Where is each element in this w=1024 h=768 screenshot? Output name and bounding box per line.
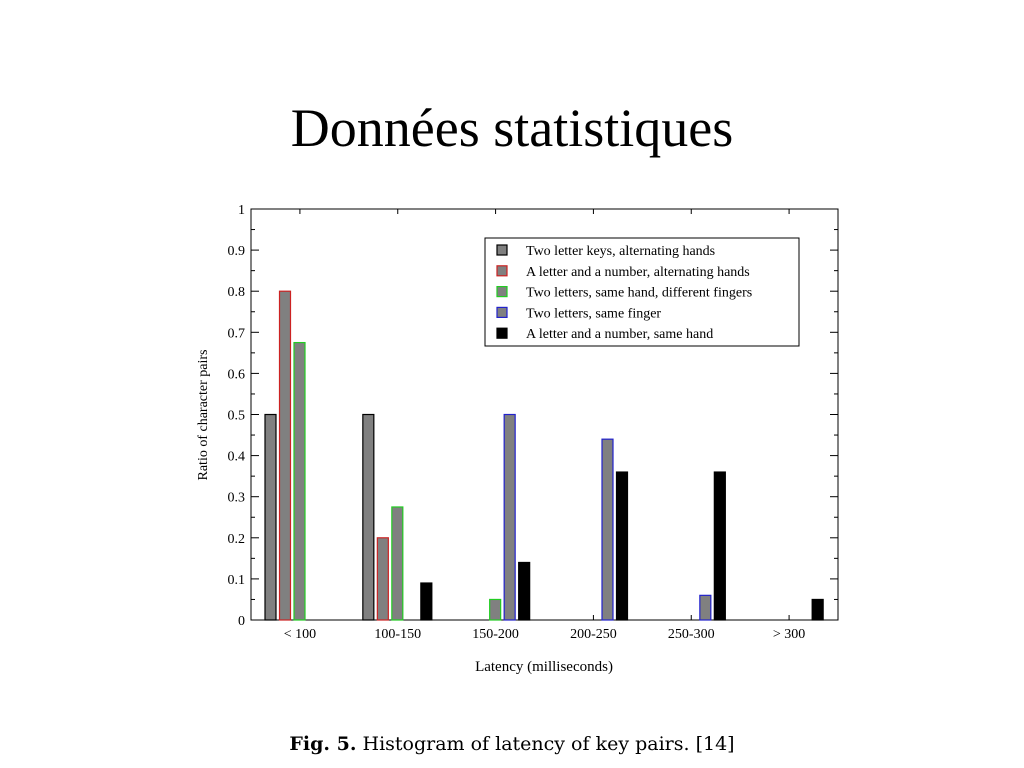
bar — [714, 472, 725, 620]
legend-entry: Two letters, same finger — [526, 306, 662, 322]
x-tick-label: 200-250 — [570, 627, 617, 642]
figure-caption — [0, 733, 1024, 755]
x-axis-label: Latency (milliseconds) — [475, 659, 613, 675]
legend-swatch — [497, 307, 507, 317]
y-tick-label: 0.3 — [227, 490, 245, 506]
y-tick-label: 0.1 — [227, 572, 245, 588]
legend-swatch — [497, 287, 507, 297]
y-tick-label: 0 — [238, 614, 245, 629]
legend-swatch — [497, 245, 507, 255]
bar — [392, 507, 403, 620]
bar — [617, 472, 628, 620]
y-tick-label: 0.8 — [227, 285, 245, 301]
legend-entry: A letter and a number, same hand — [526, 327, 714, 343]
x-tick-label: 100-150 — [374, 627, 422, 642]
y-tick-label: 0.5 — [227, 408, 245, 424]
x-tick-label: > 300 — [772, 627, 806, 642]
legend-entry: Two letter keys, alternating hands — [526, 244, 716, 259]
figure-caption-text: Histogram of latency of key pairs. [14] — [362, 733, 735, 755]
y-axis-label: Ratio of character pairs — [196, 349, 211, 481]
bar — [490, 599, 501, 620]
y-tick-label: 0.6 — [227, 367, 245, 383]
bar — [421, 583, 432, 620]
legend-entry: A letter and a number, alternating hands — [526, 264, 750, 280]
bar — [812, 599, 823, 620]
figure-label: Fig. 5. — [289, 733, 357, 755]
legend-swatch — [497, 328, 507, 338]
x-tick-label: < 100 — [283, 627, 317, 642]
bar — [504, 415, 515, 621]
y-tick-label: 0.2 — [227, 531, 245, 547]
y-tick-label: 0.4 — [227, 449, 245, 465]
y-tick-label: 1 — [238, 203, 245, 218]
legend-entry: Two letters, same hand, different fingers — [526, 285, 753, 301]
x-tick-label: 150-200 — [472, 627, 519, 642]
y-tick-label: 0.9 — [227, 244, 245, 260]
y-tick-label: 0.7 — [227, 326, 245, 342]
bar — [519, 562, 530, 620]
bar — [363, 415, 374, 621]
bar — [700, 595, 711, 620]
bar — [294, 343, 305, 620]
legend — [485, 238, 799, 346]
bar — [280, 291, 291, 620]
slide-title: Données statistiques — [290, 98, 734, 158]
bar — [265, 415, 276, 621]
bar — [377, 538, 388, 620]
bar — [602, 439, 613, 620]
x-tick-label: 250-300 — [667, 627, 715, 642]
legend-swatch — [497, 266, 507, 276]
